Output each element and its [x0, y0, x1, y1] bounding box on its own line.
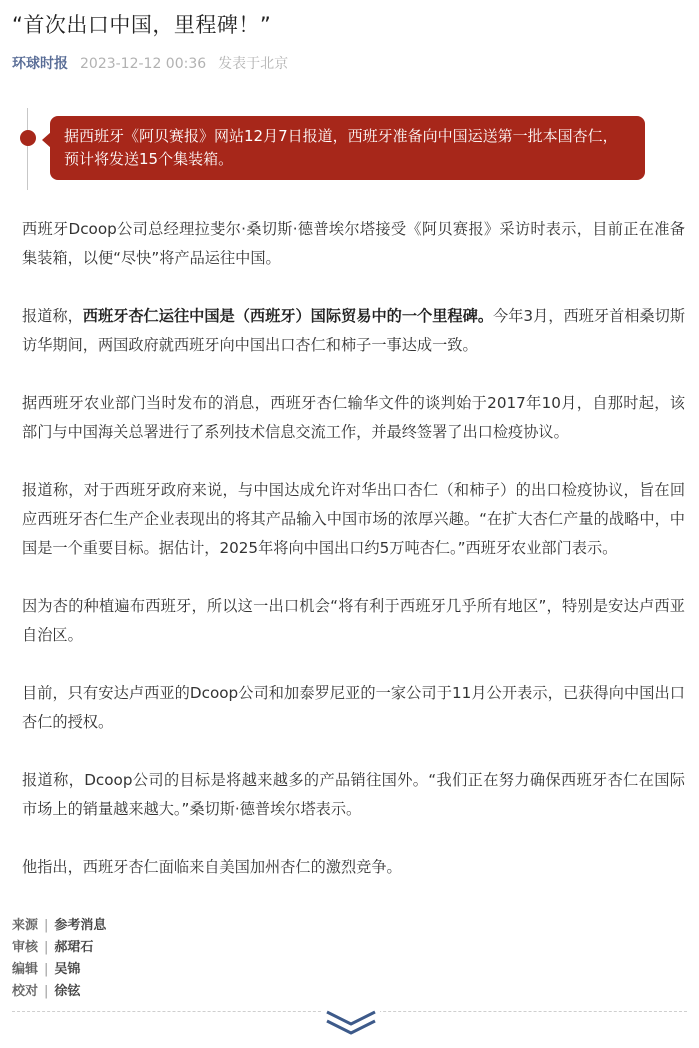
- credit-value: 参考消息: [54, 918, 107, 933]
- timeline-dot-icon: [20, 130, 36, 146]
- paragraph-8: 他指出，西班牙杏仁面临来自美国加州杏仁的激烈竞争。: [22, 858, 402, 876]
- paragraph-2-highlight: 西班牙杏仁运往中国是（西班牙）国际贸易中的一个里程碑。: [82, 307, 494, 325]
- credit-reviewer: [12, 937, 106, 959]
- double-chevron-down-icon[interactable]: [322, 1006, 380, 1040]
- credit-value: 徐铉: [54, 984, 81, 999]
- paragraph-2-tail: 今年3月，西班牙首相桑切斯访华期间，两国政府就西班牙向中国出口杏仁和柿子一事达成一致。: [22, 307, 686, 354]
- credit-editor: [12, 959, 106, 981]
- article-body: [22, 215, 685, 911]
- credits-block: [12, 915, 106, 1003]
- paragraph-7: 报道称，Dcoop公司的目标是将越来越多的产品销往国外。“我们正在努力确保西班牙杏仁在国际市场上的销量越来越大。”桑切斯·德普埃尔塔表示。: [22, 771, 685, 818]
- publish-location: 发表于北京: [218, 56, 289, 72]
- article-title: “首次出口中国，里程碑！”: [12, 13, 272, 37]
- paragraph-5: 因为杏的种植遍布西班牙，所以这一出口机会“将有利于西班牙几乎所有地区”，特别是安达卢西亚自治区。: [22, 597, 685, 644]
- credit-separator: |: [44, 918, 49, 933]
- paragraph-6: 目前，只有安达卢西亚的Dcoop公司和加泰罗尼亚的一家公司于11月公开表示，已获得向中国出口杏仁的授权。: [22, 684, 685, 731]
- paragraph-2-lead: 报道称，: [22, 307, 83, 325]
- paragraph-1: 西班牙Dcoop公司总经理拉斐尔·桑切斯·德普埃尔塔接受《阿贝赛报》采访时表示，目前正在准备集装箱，以便“尽快”将产品运往中国。: [22, 220, 685, 267]
- credit-label: 来源: [12, 918, 39, 933]
- paragraph-3: 据西班牙农业部门当时发布的消息，西班牙杏仁输华文件的谈判始于2017年10月，自那时起，该部门与中国海关总署进行了系列技术信息交流工作，并最终签署了出口检疫协议。: [22, 394, 685, 441]
- credit-proofreader: [12, 981, 106, 1003]
- paragraph-4: 报道称，对于西班牙政府来说，与中国达成允许对华出口杏仁（和柿子）的出口检疫协议，旨在回应西班牙杏仁生产企业表现出的将其产品输入中国市场的浓厚兴趣。“在扩大杏仁产量的战略中，中国是一个重要目标。据估计，2025年将向中国出口约5万吨杏仁。”西班牙农业部门表示。: [22, 481, 685, 557]
- summary-text: 据西班牙《阿贝赛报》网站12月7日报道，西班牙准备向中国运送第一批本国杏仁，预计将发送15个集装箱。: [50, 116, 645, 180]
- credit-label: 校对: [12, 984, 39, 999]
- credit-label: 审核: [12, 940, 39, 955]
- credit-separator: |: [44, 940, 49, 955]
- credit-separator: |: [44, 962, 49, 977]
- source-link[interactable]: 环球时报: [12, 56, 68, 72]
- summary-callout: [0, 108, 699, 194]
- timeline-line: [27, 108, 28, 190]
- credit-separator: |: [44, 984, 49, 999]
- credit-value: 郝珺石: [54, 940, 94, 955]
- credit-value: 吴锦: [54, 962, 81, 977]
- paragraph-2: [22, 302, 685, 360]
- article-meta: [12, 54, 288, 74]
- credit-label: 编辑: [12, 962, 39, 977]
- credit-source: [12, 915, 106, 937]
- publish-time: 2023-12-12 00:36: [80, 56, 207, 72]
